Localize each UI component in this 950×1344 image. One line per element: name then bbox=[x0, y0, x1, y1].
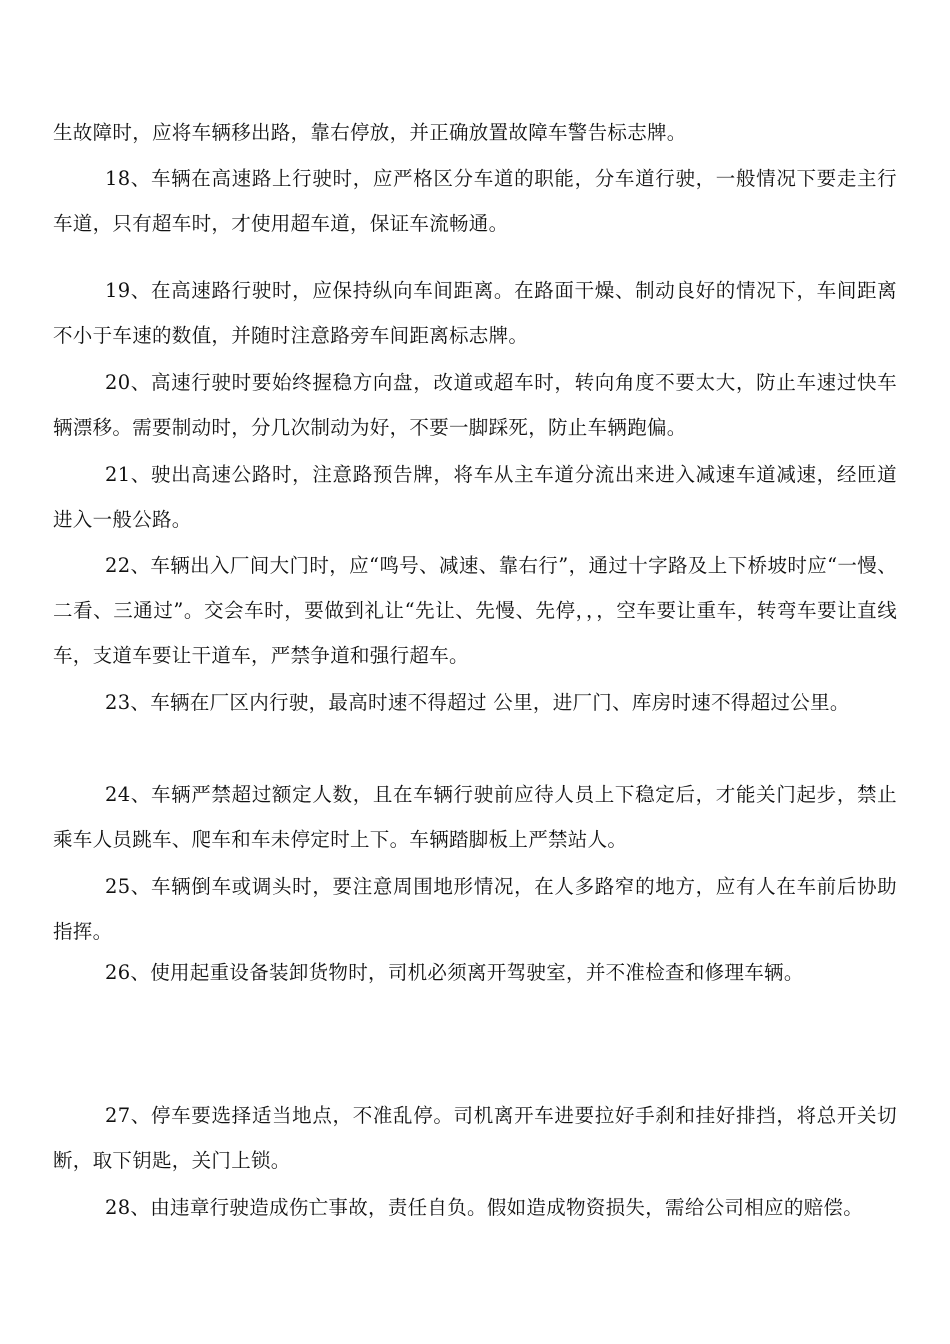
paragraph-24: 24、车辆严禁超过额定人数，且在车辆行驶前应待人员上下稳定后，才能关门起步，禁止乘车人员跳车、爬车和车未停定时上下。车辆踏脚板上严禁站人。 bbox=[53, 783, 897, 851]
paragraph-27: 27、停车要选择适当地点，不准乱停。司机离开车进要拉好手刹和挂好排挡，将总开关切断，取下钥匙，关门上锁。 bbox=[53, 1104, 897, 1172]
paragraph-22: 22、车辆出入厂间大门时，应“鸣号、减速、靠右行”，通过十字路及上下桥坡时应“一慢、二看、三通过”。交会车时，要做到礼让“先让、先慢、先停，，，空车要让重车，转弯车要让直线车，支道车要让干道车，严禁争道和强行超车。 bbox=[53, 554, 897, 667]
paragraph-28: 28、由违章行驶造成伤亡事故，责任自负。假如造成物资损失，需给公司相应的赔偿。 bbox=[105, 1196, 864, 1219]
paragraph-26: 26、使用起重设备装卸货物时，司机必须离开驾驶室，并不准检查和修理车辆。 bbox=[105, 961, 804, 984]
paragraph-18: 18、车辆在高速路上行驶时，应严格区分车道的职能，分车道行驶，一般情况下要走主行车道，只有超车时，才使用超车道，保证车流畅通。 bbox=[53, 167, 897, 235]
paragraph-19: 19、在高速路行驶时，应保持纵向车间距离。在路面干燥、制动良好的情况下，车间距离不小于车速的数值，并随时注意路旁车间距离标志牌。 bbox=[53, 279, 897, 347]
paragraph-continuation: 生故障时，应将车辆移出路，靠右停放，并正确放置故障车警告标志牌。 bbox=[53, 121, 687, 144]
paragraph-25: 25、车辆倒车或调头时，要注意周围地形情况，在人多路窄的地方，应有人在车前后协助指挥。 bbox=[53, 875, 897, 943]
paragraph-21: 21、驶出高速公路时，注意路预告牌，将车从主车道分流出来进入减速车道减速，经匝道进入一般公路。 bbox=[53, 463, 897, 531]
paragraph-23: 23、车辆在厂区内行驶，最高时速不得超过 公里，进厂门、库房时速不得超过公里。 bbox=[105, 691, 850, 714]
paragraph-20: 20、高速行驶时要始终握稳方向盘，改道或超车时，转向角度不要太大，防止车速过快车辆漂移。需要制动时，分几次制动为好，不要一脚踩死，防止车辆跑偏。 bbox=[53, 371, 897, 439]
